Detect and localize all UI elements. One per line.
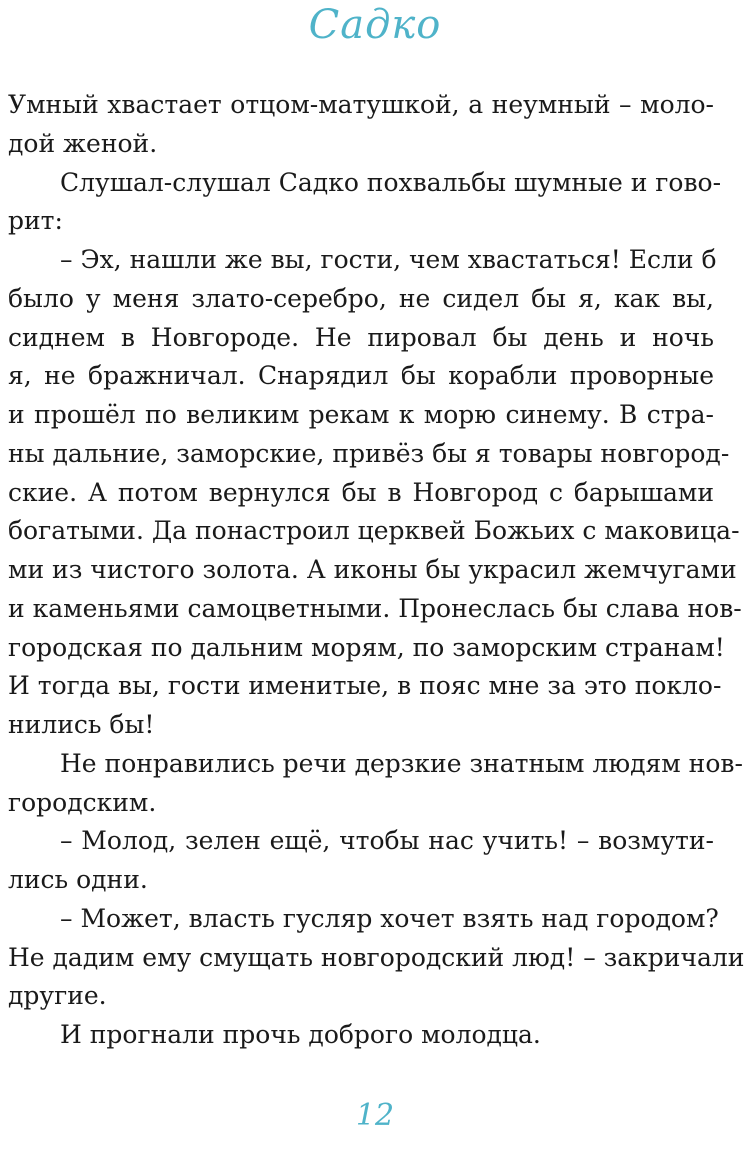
- text-line: лись одни.: [8, 865, 148, 894]
- text-line: богатыми. Да понастроил церквей Божьих с маковица-: [8, 516, 740, 546]
- text-line: дой женой.: [8, 128, 158, 158]
- text-line: Не понравились речи дерзкие знатным людям нов-: [60, 748, 743, 778]
- text-line: И прогнали прочь доброго молодца.: [60, 1020, 541, 1049]
- text-line: другие.: [8, 981, 107, 1011]
- text-line: ми из чистого золота. А иконы бы украсил жемчугами: [8, 555, 737, 584]
- text-line: Умный хвастает отцом-матушкой, а неумный – моло-: [8, 90, 714, 119]
- text-line: городская по дальним морям, по заморским странам!: [8, 632, 725, 662]
- text-line: нились бы!: [8, 710, 155, 739]
- text-line: сиднем в Новгороде. Не пировал бы день и ночь: [8, 322, 714, 352]
- text-line: городским.: [8, 787, 157, 817]
- text-line: я, не бражничал. Снарядил бы корабли проворные: [8, 361, 714, 391]
- text-line: – Может, власть гусляр хочет взять над городом?: [60, 903, 719, 933]
- text-line: и прошёл по великим рекам к морю синему. В стра-: [8, 400, 714, 429]
- text-line: было у меня злато-серебро, не сидел бы я, как вы,: [8, 283, 714, 313]
- text-line: и каменьями самоцветными. Пронеслась бы слава нов-: [8, 593, 742, 623]
- text-line: Не дадим ему смущать новгородский люд! – закричали: [8, 942, 745, 972]
- text-line: – Молод, зелен ещё, чтобы нас учить! – возмути-: [60, 826, 714, 856]
- text-line: Слушал-слушал Садко похвальбы шумные и гово-: [60, 167, 722, 197]
- body-text: [8, 86, 745, 1055]
- text-line: ны дальние, заморские, привёз бы я товары новгород-: [8, 438, 730, 468]
- running-header: Садко: [308, 2, 442, 48]
- text-line: ские. А потом вернулся бы в Новгород с барышами: [8, 477, 714, 507]
- text-line: рит:: [8, 206, 63, 236]
- page-number: 12: [355, 1098, 395, 1133]
- text-line: И тогда вы, гости именитые, в пояс мне за это покло-: [8, 671, 722, 701]
- text-line: – Эх, нашли же вы, гости, чем хвастаться! Если б: [60, 245, 717, 274]
